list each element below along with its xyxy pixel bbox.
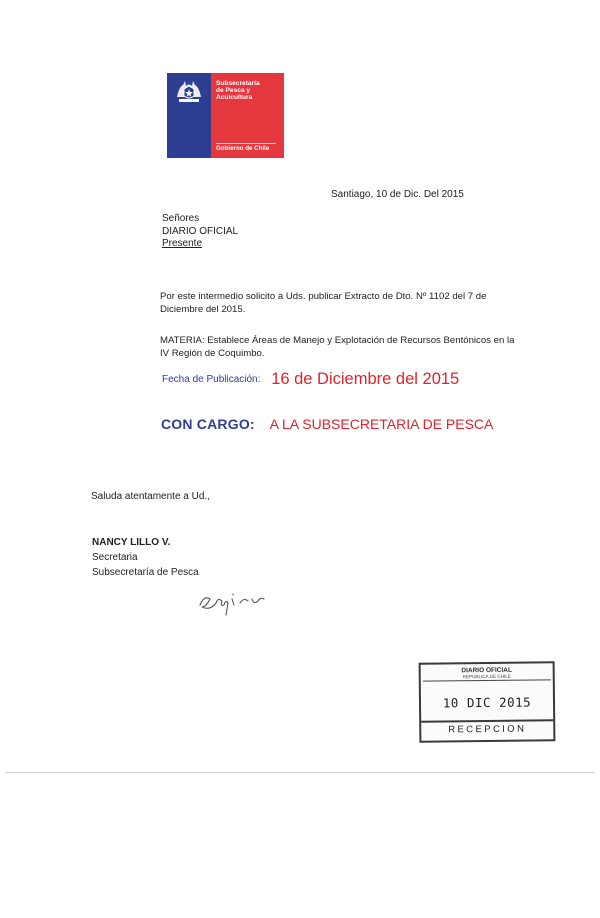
closing-greeting: Saluda atentamente a Ud.,	[91, 491, 210, 502]
signatory-organization: Subsecretaría de Pesca	[92, 567, 199, 578]
logo-text-line1: Subsecretaría	[216, 80, 260, 87]
cargo-label: CON CARGO:	[161, 416, 255, 432]
logo-divider	[216, 143, 276, 144]
coat-of-arms-icon	[173, 77, 205, 107]
cargo-value: A LA SUBSECRETARIA DE PESCA	[269, 416, 494, 432]
recipient-name: DIARIO OFICIAL	[162, 225, 239, 237]
publication-date-row	[162, 371, 459, 386]
stamp-header: DIARIO OFICIAL	[461, 666, 512, 675]
recipient-salutation: Señores	[162, 213, 200, 224]
publication-date-label: Fecha de Publicación:	[162, 374, 261, 385]
stamp-footer: RECEPCION	[448, 723, 527, 736]
stamp-subheader: REPUBLICA DE CHILE	[423, 673, 551, 681]
stamp-divider	[421, 719, 553, 722]
signatory-title: Secretaria	[92, 552, 138, 563]
cargo-row	[161, 418, 493, 433]
stamp-date: 10 DIC 2015	[442, 694, 532, 711]
handwritten-initials-mark	[196, 585, 268, 619]
request-paragraph: Por este intermedio solicito a Uds. publicar Extracto de Dto. Nº 1102 del 7 de Diciembre del 2015.	[160, 291, 487, 315]
logo-footer-text: Gobierno de Chile	[216, 145, 270, 152]
reception-stamp	[419, 661, 556, 742]
logo-text-line2: de Pesca y	[216, 87, 251, 94]
logo-text-line3: Acuicultura	[216, 94, 253, 101]
government-logo	[167, 73, 284, 158]
materia-paragraph: MATERIA: Establece Áreas de Manejo y Explotación de Recursos Bentónicos en la IV Región de Coquimbo.	[160, 335, 515, 359]
document-date: Santiago, 10 de Dic. Del 2015	[331, 189, 464, 200]
signatory-name: NANCY LILLO V.	[92, 537, 171, 548]
signature-block	[92, 535, 199, 580]
page-bottom-rule	[6, 772, 594, 773]
recipient-presente: Presente	[162, 238, 203, 249]
publication-date-value: 16 de Diciembre del 2015	[271, 370, 460, 388]
recipient-block	[162, 213, 238, 251]
